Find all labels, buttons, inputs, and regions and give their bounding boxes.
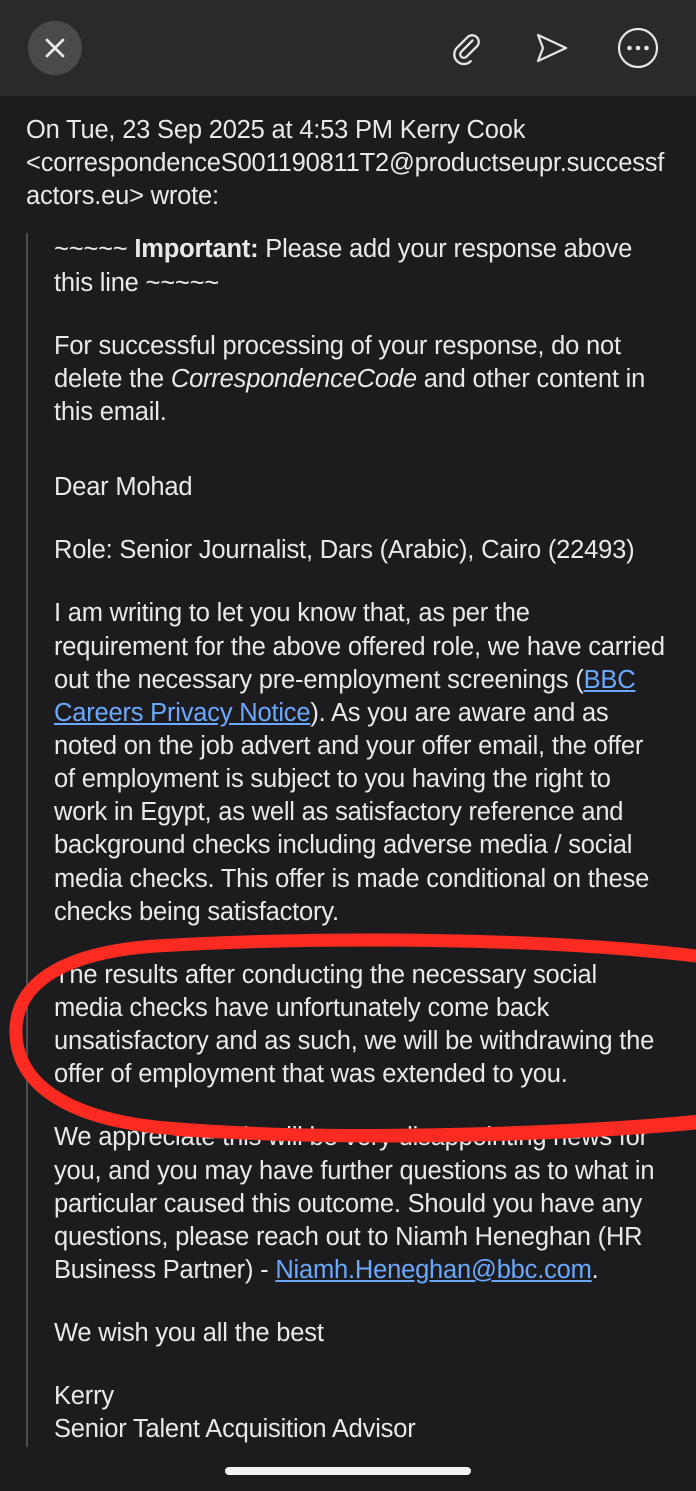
home-indicator-area <box>0 1447 696 1491</box>
correspondence-code-term: CorrespondenceCode <box>170 364 417 393</box>
send-button[interactable] <box>530 26 574 70</box>
close-icon <box>41 34 69 62</box>
processing-note-part1: For successful processing of your response, do not delete the <box>54 331 621 393</box>
signature-name: Kerry <box>54 1382 114 1411</box>
important-label: Important: <box>134 235 259 264</box>
paperclip-icon <box>448 30 484 66</box>
paragraph-spacer <box>54 429 670 471</box>
important-prefix: ~~~~~ <box>54 235 135 264</box>
screening-part2: ). As you are aware and as noted on the job advert and your offer email, the offer of employment is subject to you having the right to work in Egypt, as well as satisfactory reference and background checks including adverse media / social media checks. This offer is made conditional on these checks being satisfactory. <box>54 698 650 926</box>
quoted-message <box>26 233 670 1446</box>
processing-note-part2: and other content in this email. <box>54 364 646 426</box>
attachment-button[interactable] <box>444 26 488 70</box>
more-options-button[interactable] <box>616 26 660 70</box>
appreciate-part2: . <box>591 1255 599 1284</box>
toolbar-actions <box>444 26 668 70</box>
important-rest: Please add your response above this line ~~~~~ <box>54 235 633 297</box>
home-indicator[interactable] <box>225 1467 471 1475</box>
signature-title: Senior Talent Acquisition Advisor <box>54 1415 416 1444</box>
processing-note <box>54 330 670 429</box>
role-line: Role: Senior Journalist, Dars (Arabic), Cairo (22493) <box>54 536 635 565</box>
appreciate-paragraph <box>54 1121 670 1287</box>
screening-paragraph <box>54 597 670 928</box>
contact-email-link[interactable]: Niamh.Heneghan@bbc.com <box>275 1255 592 1284</box>
compose-toolbar <box>0 0 696 96</box>
important-notice <box>54 233 670 299</box>
message-scroll-content <box>0 96 696 1447</box>
close-button[interactable] <box>28 21 82 75</box>
salutation: Dear Mohad <box>54 473 193 502</box>
privacy-notice-link[interactable]: BBC Careers Privacy Notice <box>54 665 636 727</box>
quoted-header: On Tue, 23 Sep 2025 at 4:53 PM Kerry Cook <correspondenceS001190811T2@productseupr.successfactors.eu> wrote: <box>26 116 665 211</box>
message-body[interactable] <box>0 96 696 1447</box>
ellipsis-circle-icon <box>617 27 659 69</box>
appreciate-part1: We appreciate this will be very disappointing news for you, and you may have further questions as to what in particular caused this outcome. Should you have any questions, please reach out to Niamh Heneghan (HR Business Partner) - <box>54 1123 655 1284</box>
send-icon <box>533 29 571 67</box>
withdrawal-paragraph: The results after conducting the necessary social media checks have unfortunately come back unsatisfactory and as such, we will be withdrawing the offer of employment that was extended to you. <box>54 960 655 1089</box>
closing-line: We wish you all the best <box>54 1319 324 1348</box>
screening-part1: I am writing to let you know that, as per the requirement for the above offered role, we have carried out the necessary pre-employment screenings ( <box>54 599 665 694</box>
